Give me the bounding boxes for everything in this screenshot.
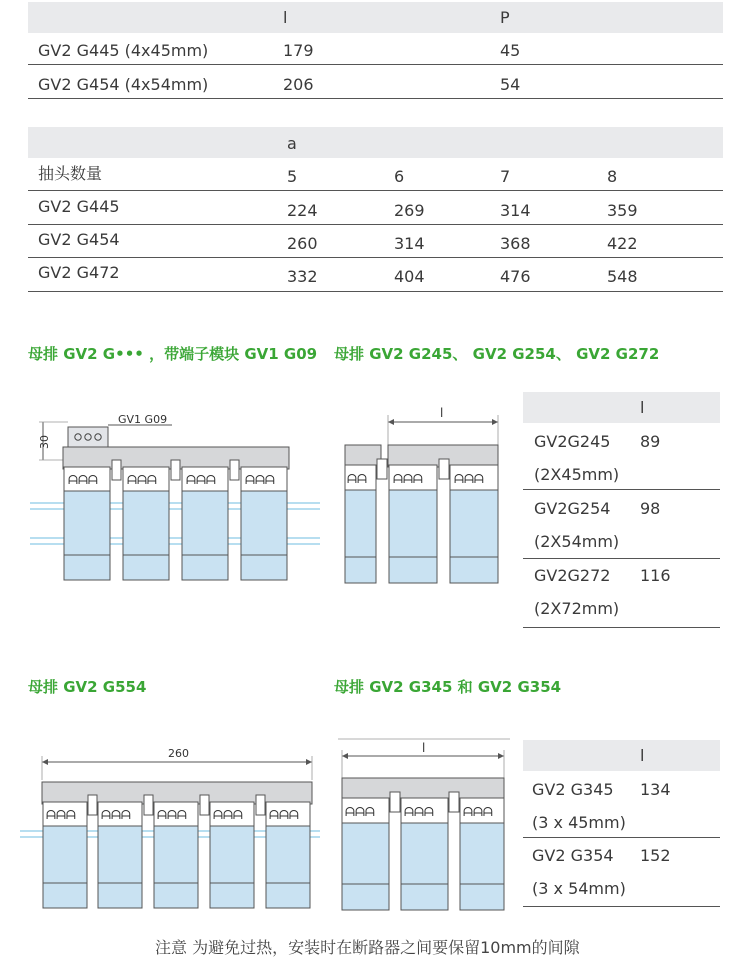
divider xyxy=(28,291,723,292)
table-row-l: 98 xyxy=(640,499,661,518)
table-cell: 359 xyxy=(607,201,638,220)
svg-text:ᗩᗩᗩ: ᗩᗩᗩ xyxy=(404,805,434,819)
section-2-table-header-band xyxy=(523,740,720,771)
table-cell: 548 xyxy=(607,267,638,286)
divider xyxy=(28,190,723,191)
table-row-model: GV2G245 xyxy=(534,432,611,451)
table-cell: 476 xyxy=(500,267,531,286)
section-1-title-right: 母排 GV2 G245、 GV2 G254、 GV2 G272 xyxy=(334,345,660,363)
table-row-l: 89 xyxy=(640,432,661,451)
table-cell: 404 xyxy=(394,267,425,286)
svg-text:ᗩᗩᗩ: ᗩᗩᗩ xyxy=(186,473,216,487)
dim-label: l xyxy=(440,406,444,420)
divider xyxy=(28,64,723,65)
table-row-size: (2X45mm) xyxy=(534,465,620,484)
table-row-model: GV2 G445 xyxy=(38,197,120,216)
table-2-header-band xyxy=(28,127,723,158)
svg-text:ᗩᗩᗩ: ᗩᗩᗩ xyxy=(101,808,131,822)
svg-text:ᗩᗩᗩ: ᗩᗩᗩ xyxy=(213,808,243,822)
divider xyxy=(523,627,720,628)
dim-label: 260 xyxy=(168,747,189,760)
busbar-diagram-5-pole xyxy=(20,740,320,915)
divider xyxy=(523,837,720,838)
table-row-l: 116 xyxy=(640,566,671,585)
table-row-size: (2X54mm) xyxy=(534,532,620,551)
svg-text:ᗩᗩᗩ: ᗩᗩᗩ xyxy=(245,473,275,487)
table-cell: 260 xyxy=(287,234,318,253)
svg-text:ᗩᗩᗩ: ᗩᗩᗩ xyxy=(345,805,375,819)
table-row-model: GV2 G454 (4x54mm) xyxy=(38,75,209,94)
table-row-model: GV2 G454 xyxy=(38,230,120,249)
svg-text:ᗩᗩᗩ: ᗩᗩᗩ xyxy=(454,472,484,486)
table-1-header-p: P xyxy=(500,8,510,27)
table-row-size: (2X72mm) xyxy=(534,599,620,618)
section-1-title-left: 母排 GV2 G••• ，带端子模块 GV1 G09 xyxy=(28,345,318,363)
dim-label: l xyxy=(422,741,426,755)
table-cell: 332 xyxy=(287,267,318,286)
table-2-subheader-7: 7 xyxy=(500,167,511,186)
table-row-model: GV2G272 xyxy=(534,566,611,585)
svg-text:ᗩᗩᗩ: ᗩᗩᗩ xyxy=(157,808,187,822)
section-1-table-header-band xyxy=(523,392,720,423)
module-label: GV1 G09 xyxy=(118,413,168,426)
section-2-table-header: l xyxy=(640,746,645,765)
table-2-subheader-5: 5 xyxy=(287,167,298,186)
table-row-l: 134 xyxy=(640,780,671,799)
table-row-model: GV2G254 xyxy=(534,499,611,518)
table-row-p: 54 xyxy=(500,75,521,94)
svg-text:ᗩᗩᗩ: ᗩᗩᗩ xyxy=(68,473,98,487)
footer-note: 注意 为避免过热，安装时在断路器之间要保留10mm的间隙 xyxy=(155,938,580,957)
table-row-model: GV2 G472 xyxy=(38,263,120,282)
divider xyxy=(28,224,723,225)
table-row-model: GV2 G354 xyxy=(532,846,614,865)
section-2-title-left: 母排 GV2 G554 xyxy=(28,678,147,696)
table-row-size: (3 x 54mm) xyxy=(532,879,626,898)
table-cell: 314 xyxy=(500,201,531,220)
busbar-diagram-with-terminal-block xyxy=(30,405,320,590)
table-2-header-a: a xyxy=(287,134,297,153)
table-1-header-l: l xyxy=(283,8,288,27)
table-cell: 269 xyxy=(394,201,425,220)
table-2-subheader-6: 6 xyxy=(394,167,405,186)
table-1-header-band xyxy=(28,2,723,33)
table-row-p: 45 xyxy=(500,41,521,60)
table-row-l: 179 xyxy=(283,41,314,60)
table-2-subheader-label: 抽头数量 xyxy=(38,164,103,183)
table-2-subheader-8: 8 xyxy=(607,167,618,186)
svg-text:ᗩᗩ: ᗩᗩ xyxy=(347,472,367,486)
table-row-l: 152 xyxy=(640,846,671,865)
svg-text:ᗩᗩᗩ: ᗩᗩᗩ xyxy=(463,805,493,819)
divider xyxy=(28,98,723,99)
table-cell: 224 xyxy=(287,201,318,220)
svg-text:ᗩᗩᗩ: ᗩᗩᗩ xyxy=(269,808,299,822)
section-1-table-header: l xyxy=(640,398,645,417)
table-cell: 314 xyxy=(394,234,425,253)
svg-text:ᗩᗩᗩ: ᗩᗩᗩ xyxy=(393,472,423,486)
section-2-title-right: 母排 GV2 G345 和 GV2 G354 xyxy=(334,678,562,696)
table-row-size: (3 x 45mm) xyxy=(532,813,626,832)
table-row-model: GV2 G345 xyxy=(532,780,614,799)
busbar-diagram-2-pole xyxy=(340,405,505,590)
svg-text:ᗩᗩᗩ: ᗩᗩᗩ xyxy=(46,808,76,822)
table-cell: 422 xyxy=(607,234,638,253)
table-row-l: 206 xyxy=(283,75,314,94)
svg-text:ᗩᗩᗩ: ᗩᗩᗩ xyxy=(127,473,157,487)
busbar-diagram-3-pole xyxy=(338,738,510,918)
divider xyxy=(523,906,720,907)
table-row-model: GV2 G445 (4x45mm) xyxy=(38,41,209,60)
divider xyxy=(28,257,723,258)
dim-height-label: 30 xyxy=(38,435,51,449)
table-cell: 368 xyxy=(500,234,531,253)
divider xyxy=(523,558,720,559)
divider xyxy=(523,489,720,490)
